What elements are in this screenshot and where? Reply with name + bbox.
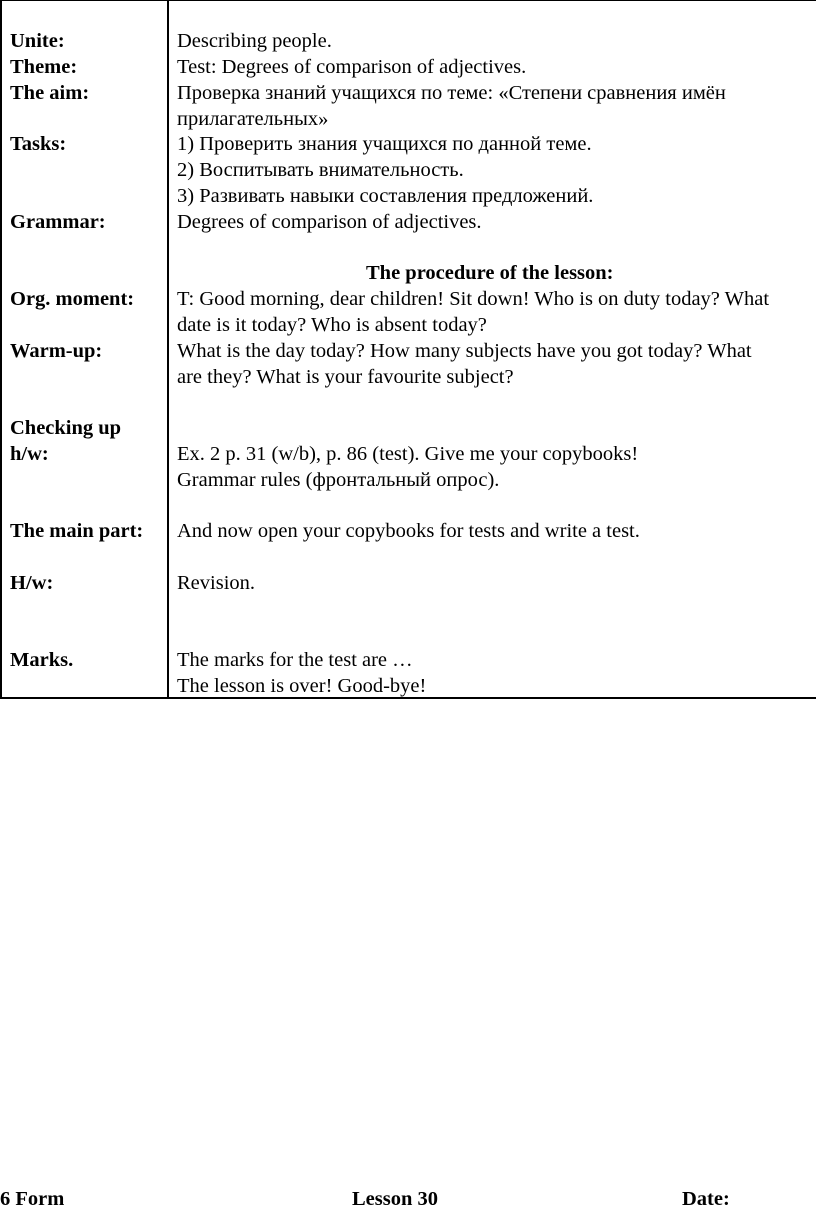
value-warmup-line-1: What is the day today? How many subjects have you got today? What xyxy=(177,340,752,362)
footer-lesson: Lesson 30 xyxy=(352,1188,439,1210)
label-checking-up: Checking up xyxy=(10,417,122,439)
label-hw: H/w: xyxy=(10,572,54,594)
value-checking-line-2: Grammar rules (фронтальный опрос). xyxy=(177,469,500,491)
column-divider xyxy=(167,0,169,699)
label-aim: The aim: xyxy=(10,82,90,104)
label-checking-hw: h/w: xyxy=(10,443,49,465)
footer-date: Date: xyxy=(682,1188,730,1210)
value-warmup-line-2: are they? What is your favourite subject? xyxy=(177,366,514,388)
value-grammar: Degrees of comparison of adjectives. xyxy=(177,211,482,233)
value-main-part: And now open your copybooks for tests and write a test. xyxy=(177,520,640,542)
value-hw: Revision. xyxy=(177,572,256,594)
value-theme: Test: Degrees of comparison of adjectives. xyxy=(177,56,527,78)
value-org-line-2: date is it today? Who is absent today? xyxy=(177,314,487,336)
label-warm-up: Warm-up: xyxy=(10,340,103,362)
procedure-heading: The procedure of the lesson: xyxy=(366,262,614,284)
label-main-part: The main part: xyxy=(10,520,144,542)
label-unite: Unite: xyxy=(10,30,65,52)
value-aim-line-2: прилагательных» xyxy=(177,108,329,130)
label-marks: Marks. xyxy=(10,649,74,671)
label-grammar: Grammar: xyxy=(10,211,106,233)
value-org-line-1: T: Good morning, dear children! Sit down! Who is on duty today? What xyxy=(177,288,770,310)
value-checking-line-1: Ex. 2 p. 31 (w/b), p. 86 (test). Give me your copybooks! xyxy=(177,443,639,465)
label-theme: Theme: xyxy=(10,56,78,78)
label-org-moment: Org. moment: xyxy=(10,288,135,310)
value-marks-line-1: The marks for the test are … xyxy=(177,649,413,671)
value-unite: Describing people. xyxy=(177,30,332,52)
footer-form: 6 Form xyxy=(0,1188,65,1210)
value-marks-line-2: The lesson is over! Good-bye! xyxy=(177,675,427,697)
value-task-1: 1) Проверить знания учащихся по данной теме. xyxy=(177,133,592,155)
value-task-2: 2) Воспитывать внимательность. xyxy=(177,159,464,181)
value-task-3: 3) Развивать навыки составления предложений. xyxy=(177,185,594,207)
label-tasks: Tasks: xyxy=(10,133,67,155)
value-aim-line-1: Проверка знаний учащихся по теме: «Степени сравнения имён xyxy=(177,82,726,104)
